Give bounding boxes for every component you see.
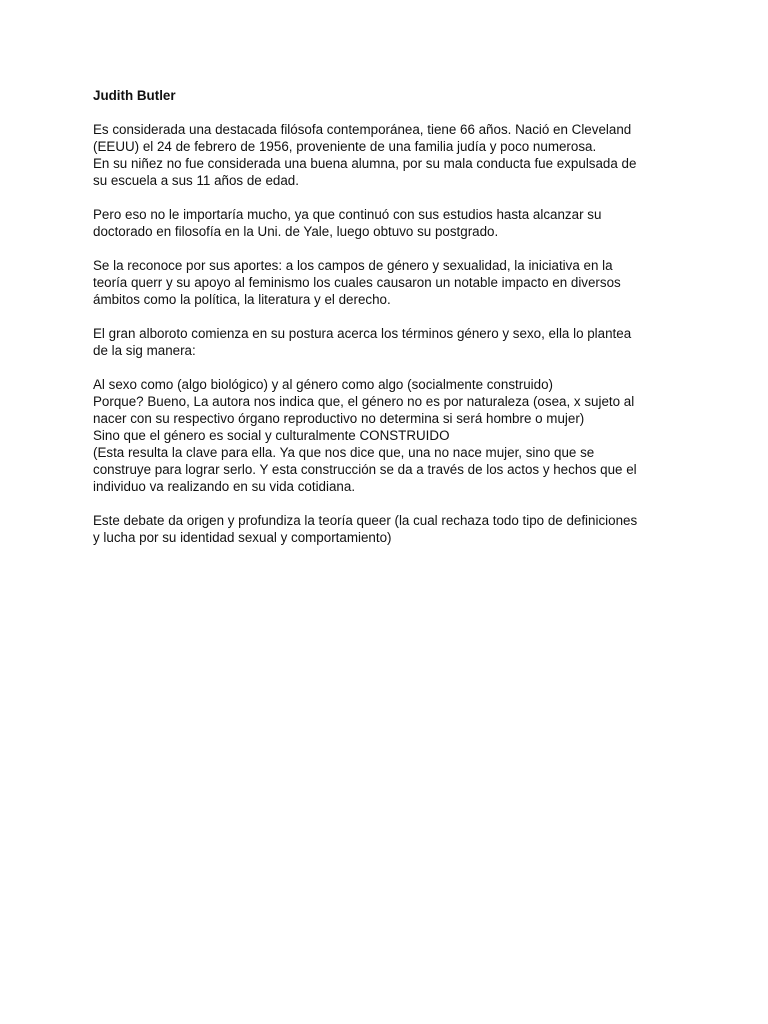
text-line: su escuela a sus 11 años de edad. [93, 173, 299, 188]
text-line: Sino que el género es social y culturalmente CONSTRUIDO [93, 428, 450, 443]
text-line: teoría querr y su apoyo al feminismo los cuales causaron un notable impacto en diversos [93, 275, 621, 290]
paragraph-5 [93, 376, 683, 495]
paragraph-6 [93, 512, 683, 546]
paragraph-2 [93, 206, 683, 240]
text-line: El gran alboroto comienza en su postura acerca los términos género y sexo, ella lo plantea [93, 326, 632, 341]
text-line: Porque? Bueno, La autora nos indica que, el género no es por naturaleza (osea, x sujeto al [93, 394, 635, 409]
text-line: Se la reconoce por sus aportes: a los campos de género y sexualidad, la iniciativa en la [93, 258, 613, 273]
paragraph-3 [93, 257, 683, 308]
text-line: ámbitos como la política, la literatura y el derecho. [93, 292, 391, 307]
text-line: doctorado en filosofía en la Uni. de Yale, luego obtuvo su postgrado. [93, 224, 499, 239]
text-line: de la sig manera: [93, 343, 196, 358]
paragraph-1 [93, 121, 683, 189]
text-line: En su niñez no fue considerada una buena alumna, por su mala conducta fue expulsada de [93, 156, 637, 171]
paragraph-4 [93, 325, 683, 359]
text-line: individuo va realizando en su vida cotidiana. [93, 479, 356, 494]
text-line: (Esta resulta la clave para ella. Ya que nos dice que, una no nace mujer, sino que se [93, 445, 595, 460]
text-line: Este debate da origen y profundiza la teoría queer (la cual rechaza todo tipo de definiciones [93, 513, 638, 528]
text-line: y lucha por su identidad sexual y comportamiento) [93, 530, 392, 545]
text-line: Al sexo como (algo biológico) y al género como algo (socialmente construido) [93, 377, 553, 392]
text-line: construye para lograr serlo. Y esta construcción se da a través de los actos y hechos que el [93, 462, 637, 477]
text-line: Pero eso no le importaría mucho, ya que continuó con sus estudios hasta alcanzar su [93, 207, 602, 222]
text-line: nacer con su respectivo órgano reproductivo no determina si será hombre o mujer) [93, 411, 585, 426]
text-line: (EEUU) el 24 de febrero de 1956, proveniente de una familia judía y poco numerosa. [93, 139, 597, 154]
document-title: Judith Butler [93, 88, 176, 103]
document-body [93, 87, 683, 563]
text-line: Es considerada una destacada filósofa contemporánea, tiene 66 años. Nació en Cleveland [93, 122, 632, 137]
